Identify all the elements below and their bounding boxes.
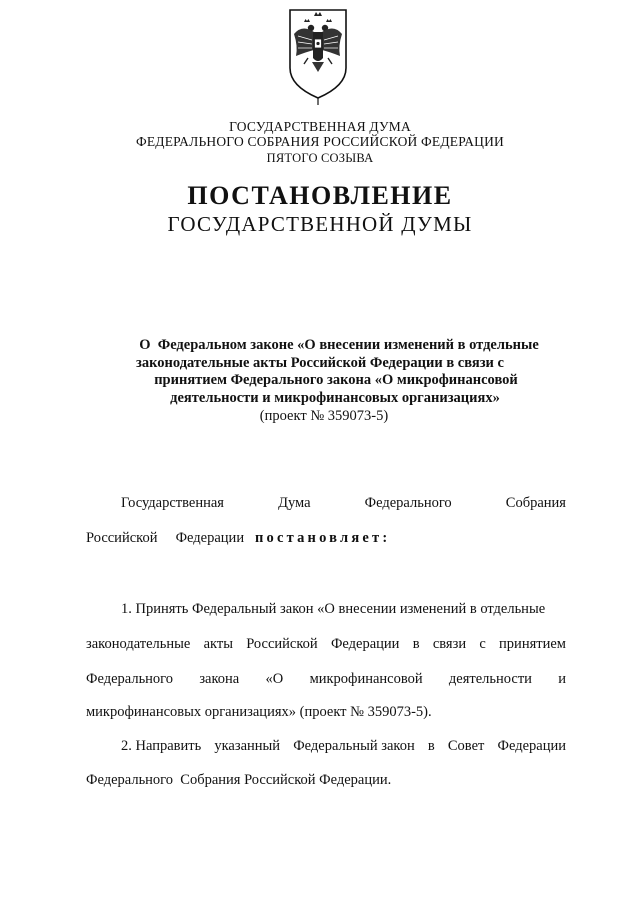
- item1-word: микрофинансовой: [309, 671, 423, 687]
- subject-line-1-rest: Федеральном законе «О внесении изменений в отдельные: [157, 337, 539, 353]
- subject-line-1-prefix: О: [139, 337, 151, 353]
- header-line-3: ПЯТОГО СОЗЫВА: [266, 151, 374, 165]
- subject-line-4: [0, 390, 640, 408]
- item2-word: Совет: [447, 738, 485, 754]
- preamble-word: Собрания: [505, 495, 566, 511]
- preamble-word: Государственная: [121, 495, 224, 511]
- item1-word: законодательные: [86, 636, 191, 652]
- item1-word: и: [558, 671, 566, 687]
- item1-word: акты: [203, 636, 233, 652]
- subject-line-3: [0, 372, 640, 390]
- item1-line-4: микрофинансовых организациях» (проект № 359073-5).: [86, 704, 432, 720]
- item2-word: указанный: [214, 738, 281, 754]
- preamble-line-2: [86, 529, 390, 547]
- document-subtitle: ГОСУДАРСТВЕННОЙ ДУМЫ: [167, 212, 473, 236]
- preamble-word: Российской: [86, 530, 158, 546]
- subject-line-5: (проект № 359073-5): [259, 408, 389, 424]
- subject-line-2: [0, 355, 640, 373]
- header-line-1: ГОСУДАРСТВЕННАЯ ДУМА: [229, 119, 411, 134]
- item1-word: закона: [199, 671, 240, 687]
- item2-word: в: [427, 738, 435, 754]
- header-line-2: ФЕДЕРАЛЬНОГО СОБРАНИЯ РОССИЙСКОЙ ФЕДЕРАЦИИ: [136, 134, 504, 149]
- item2-line-2: Федерального Собрания Российской Федерации.: [86, 772, 392, 788]
- item2-word: 2. Направить: [121, 738, 202, 754]
- item1-word: деятельности: [448, 671, 532, 687]
- coat-of-arms-emblem: [286, 6, 350, 106]
- preamble-word: Федерального: [364, 495, 452, 511]
- item1-word: с: [479, 636, 486, 652]
- item1-line-3: [86, 670, 566, 688]
- item1-line-2: [86, 635, 566, 653]
- preamble-verb: постановляет:: [254, 530, 391, 546]
- preamble-word: Федерации: [175, 530, 245, 546]
- subject-line-4-text: деятельности и микрофинансовых организациях»: [170, 390, 500, 406]
- item1-line-1: 1. Принять Федеральный закон «О внесении изменений в отдельные: [121, 601, 546, 617]
- item1-word: принятием: [499, 636, 566, 652]
- subject-line-2-text: законодательные акты Российской Федерации в связи с: [136, 355, 504, 371]
- item1-word: Российской: [246, 636, 318, 652]
- subject-line-3-text: принятием Федерального закона «О микрофинансовой: [154, 372, 518, 388]
- subject-line-1: [0, 337, 640, 355]
- item2-word: Федеральный закон: [293, 738, 415, 754]
- preamble-line-1: [121, 494, 566, 512]
- item2-word: Федерации: [497, 738, 566, 754]
- item1-word: Федерального: [86, 671, 174, 687]
- document-title: ПОСТАНОВЛЕНИЕ: [187, 181, 453, 210]
- item1-word: «О: [265, 671, 284, 687]
- item1-word: связи: [432, 636, 467, 652]
- item1-word: в: [412, 636, 420, 652]
- item1-word: Федерации: [330, 636, 400, 652]
- preamble-word: Дума: [278, 495, 311, 511]
- item2-line-1: [121, 737, 566, 755]
